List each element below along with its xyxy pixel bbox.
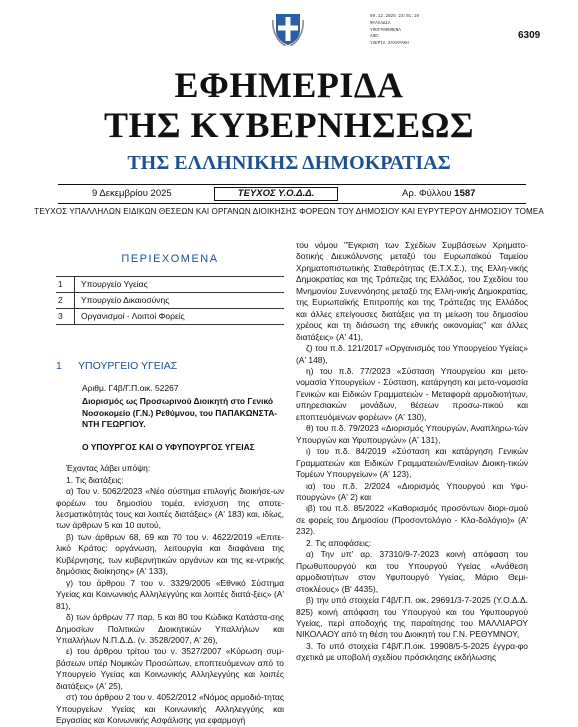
toc-row[interactable] [56, 309, 284, 325]
toc-table [56, 276, 284, 325]
decision-title: Διορισμός ως Προσωρινού Διοικητή στο Γενικό Νοσοκομείο (Γ.Ν.) Ρεθύμνου, του ΠΑΠΑΚΩΝΣΤΑ-ΝΤΗ ΓΕΩΡΓΙΟΥ. [82, 396, 278, 430]
body-paragraph: 1. Τις διατάξεις: [66, 474, 124, 485]
series-title: ΤΕΥΧΟΣ ΥΠΑΛΛΗΛΩΝ ΕΙΔΙΚΩΝ ΘΕΣΕΩΝ ΚΑΙ ΟΡΓΑΝΩΝ ΔΙΟΙΚΗΣΗΣ ΦΟΡΕΩΝ ΤΟΥ ΔΗΜΟΣΙΟΥ ΚΑΙ ΕΥΡΥΤΕΡΟΥ ΔΗΜΟΣΙΟΥ ΤΟΜΕΑ [34, 207, 544, 216]
section-heading [56, 361, 284, 372]
toc-num: 3 [58, 311, 63, 322]
sheet-label: Αρ. Φύλλου [402, 188, 452, 199]
left-column [56, 240, 284, 727]
issue-date: 9 Δεκεμβρίου 2025 [92, 188, 172, 199]
body-paragraph: ζ) του π.δ. 121/2017 «Οργανισμός του Υπουργείου Υγείας» (Α' 148), [296, 343, 528, 365]
body-paragraph: α) Την υπ' αρ. 37310/9-7-2023 κοινή απόφαση του Πρωθυπουργού και του Υπουργού Υγείας «Ανάθεση αρμοδιοτήτων στον Υφυπουργό Υγείας, Μάριο Θεμι-στοκλέους» (Β' 4435), [296, 549, 528, 594]
body-paragraph: του νόμου "Έγκριση των Σχεδίων Συμβάσεων Χρηματο-δοτικής Διευκόλυνσης μεταξύ του Ευρωπαϊκού Ταμείου Χρηματοπιστωτικής Σταθερότητας (Ε.Τ.Χ.Σ.), της Ελλη-νικής Δημοκρατίας και της Τράπεζας της Ελλάδος, του Σχεδίου του Μνημονίου Συνεννόησης μεταξύ της Ελλη-νικής Δημοκρατίας, της Ευρωπαϊκής Επιτροπής και της Τράπεζας της Ελλάδος και άλλες επείγουσες διατάξεις για τη μείωση του δημοσίου χρέους και τη διάσωση της εθνικής οικονομίας" και άλλες διατάξεις» (Α' 41), [296, 240, 528, 342]
stamp-line: ΥΛΕΡΙΑ ΖΑΧΑΡΑΚΗ [370, 41, 409, 47]
toc-label: Υπουργείο Δικαιοσύνης [81, 295, 170, 306]
divider [58, 203, 526, 204]
toc-num: 2 [58, 295, 63, 306]
body-paragraph: 2. Τις αποφάσεις: [306, 537, 372, 548]
body-paragraph: δ) των άρθρων 77 παρ. 5 και 80 του Κώδικα Κατάστα-σης Δημοσίων Πολιτικών Διοικητικών Υπαλλήλων και Υπαλλήλων Ν.Π.Δ.Δ. (ν. 3528/2007, Α' 26), [56, 612, 284, 645]
issue-label: ΤΕΥΧΟΣ Υ.Ο.Δ.Δ. [214, 187, 338, 201]
page-number: 6309 [518, 30, 541, 41]
toc-label: Οργανισμοί - Λοιποί Φορείς [81, 311, 185, 322]
body-paragraph: β) την υπό στοιχεία Γ4β/Γ.Π. οικ. 29691/3-7-2025 (Υ.Ο.Δ.Δ. 825) κοινή απόφαση του Υπουργού και του Υφυπουργού Υγείας, περί αποδοχής της παραίτησης του ΜΑΛΛΙΑΡΟΥ ΝΙΚΟΛΑΟΥ από τη θέση του Διοικητή του Γ.Ν. ΡΕΘΥΜΝΟΥ, [296, 595, 528, 640]
gazette-subtitle: ΤΗΣ ΕΛΛΗΝΙΚΗΣ ΔΗΜΟΚΡΑΤΙΑΣ [127, 152, 451, 174]
body-paragraph: ι) του π.δ. 84/2019 «Σύσταση και κατάργηση Γενικών Γραμματειών και Ειδικών Γραμματειών/Ενιαίων Διοικη-τικών Τομέων Υπουργείων» (Α' 123), [296, 446, 528, 480]
body-paragraph: α) Του ν. 5062/2023 «Νέο σύστημα επιλογής διοικήσε-ων φορέων του δημοσίου τομέα, ενίσχυση της αποτε-λεσματικότητάς τους και λοιπές διατάξεις» (Α' 183) και, ιδίως, των άρθρων 5 και 10 αυτού, [56, 486, 284, 531]
body-paragraph: ε) του άρθρου τρίτου του ν. 3527/2007 «Κύρωση συμ-βάσεων υπέρ Νομικών Προσώπων, εποπτευόμενων από το Υπουργείο Υγείας και Κοινωνικής Αλληλεγγύης και λοιπές διατάξεις» (Α' 25), [56, 646, 284, 691]
toc-row[interactable] [56, 277, 284, 293]
stamp-line: ΦΥΛΛΑΔΙΑ [370, 20, 391, 26]
gazette-title-line1: ΕΦΗΜΕΡΙΔΑ [174, 65, 404, 105]
body-paragraph: στ) του άρθρου 2 του ν. 4052/2012 «Νόμος αρμοδιό-τητας Υπουργείων Υγείας και Κοινωνικής Αλληλεγγύης και Εργασίας και Κοινωνικής Ασφάλισης για εφαρμογή [56, 692, 284, 726]
toc-separator [74, 277, 75, 292]
ministry-name: ΥΠΟΥΡΓΕΙΟ ΥΓΕΙΑΣ [78, 360, 178, 373]
body-paragraph: Έχοντας λάβει υπόψη: [66, 463, 151, 474]
stamp-line: ΑΠΟ: [370, 34, 381, 40]
stamp-line: 09.12.2025 23:01:19 [370, 14, 419, 19]
toc-separator [74, 293, 75, 308]
digital-signature-stamp [370, 14, 419, 48]
divider [58, 184, 526, 185]
toc-num: 1 [58, 279, 63, 290]
body-paragraph: θ) του π.δ. 79/2023 «Διορισμός Υπουργών, Αναπληρω-τών Υπουργών και Υφυπουργών» (Α' 131), [296, 423, 528, 445]
toc-title: ΠΕΡΙΕΧΟΜΕΝΑ [121, 253, 219, 265]
gazette-title-line2: ΤΗΣ ΚΥΒΕΡΝΗΣΕΩΣ [104, 105, 474, 145]
sheet-number: 1587 [454, 188, 476, 199]
issuing-officials: Ο ΥΠΟΥΡΓΟΣ ΚΑΙ Ο ΥΦΥΠΟΥΡΓΟΣ ΥΓΕΙΑΣ [82, 441, 255, 452]
toc-separator [74, 309, 75, 324]
toc-row[interactable] [56, 293, 284, 309]
body-paragraph: ια) του π.δ. 2/2024 «Διορισμός Υπουργού και Υφυ-πουργών» (Α' 2) και [296, 480, 528, 502]
right-column [296, 240, 528, 664]
body-paragraph: η) του π.δ. 77/2023 «Σύσταση Υπουργείου και μετο-νομασία Υπουργείων - Σύσταση, κατάργηση και μετο-νομασία Γενικών και Ειδικών Γραμματειών - Μεταφορά αρμοδιοτήτων, υπηρεσιακών μονάδων, θέσεων προσω-πικού και εποπτευόμενων φορέων» (Α' 130), [296, 365, 528, 422]
section-number: 1 [56, 360, 62, 373]
body-paragraph: 3. Το υπό στοιχεία Γ4β/Γ.Π.οικ. 19908/5-5-2025 έγγρα-φο σχετικά με υποβολή σχεδίου πρόσκλησης εκδήλωσης [296, 640, 528, 663]
stamp-line: ΥΠΟΓΡΑΦΗΜΕΝΑ [370, 27, 401, 33]
body-paragraph: β) των άρθρων 68, 69 και 70 του ν. 4622/2019 «Επιτε-λικό Κράτος: οργάνωση, λειτουργία και διαφάνεια της Κυβέρνησης, των κυβερνητικών οργάνων και της κε-ντρικής δημόσιας διοίκησης» (Α' 133), [56, 531, 284, 577]
sheet-number-label [402, 188, 475, 199]
body-paragraph: ιβ) του π.δ. 85/2022 «Καθορισμός προσόντων διορι-σμού σε φορείς του Δημοσίου (Προσοντολόγιο - Κλα-δολόγιο)» (Α' 232). [296, 503, 528, 537]
decision-reference: Αριθμ. Γ4β/Γ.Π.οικ. 52267 [82, 382, 179, 393]
body-paragraph: γ) του άρθρου 7 του ν. 3329/2005 «Εθνικό Σύστημα Υγείας και Κοινωνικής Αλληλεγγύης και λοιπές διατά-ξεις» (Α' 81), [56, 577, 284, 611]
greek-coat-of-arms-icon [272, 12, 304, 46]
toc-label: Υπουργείο Υγείας [81, 279, 148, 290]
